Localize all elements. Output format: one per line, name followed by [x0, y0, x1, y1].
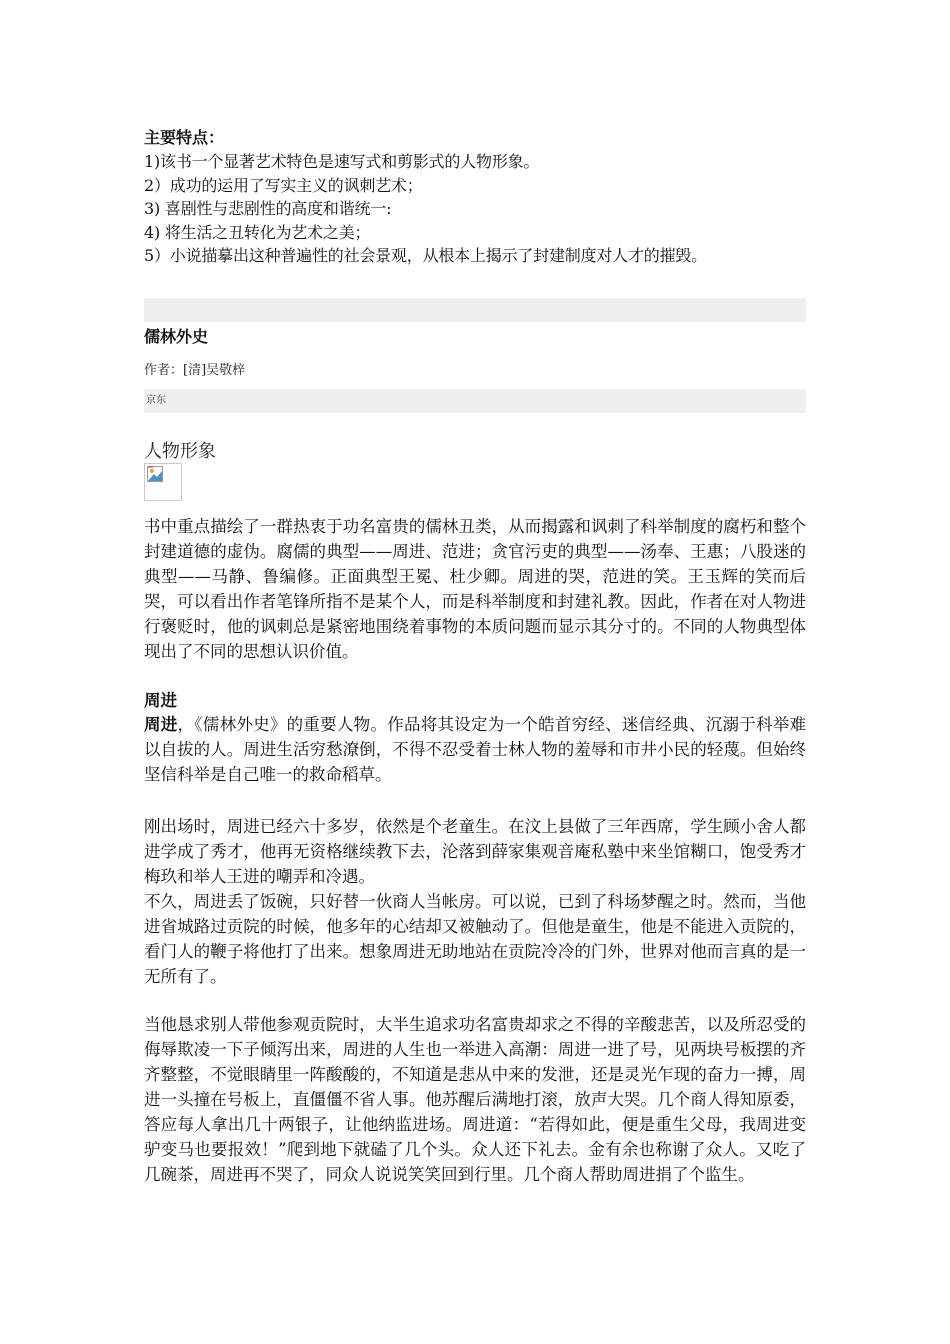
- zhoujin-climax-paragraph: 当他恳求别人带他参观贡院时，大半生追求功名富贵却求之不得的辛酸悲苦，以及所忍受的侮辱欺凌一下子倾泻出来，周进的人生也一举进入高潮：周进一进了号，见两块号板摆的齐齐整整，不觉眼睛里一阵酸酸的，不知道是悲从中来的发泄，还是灵光乍现的奋力一搏，周进一头撞在号板上，直僵僵不省人事。他苏醒后满地打滚，放声大哭。几个商人得知原委，答应每人拿出几十两银子，让他纳监进场。周进道：“若得如此，便是重生父母，我周进变驴变马也要报效！”爬到地下就磕了几个头。众人还下礼去。金有余也称谢了众人。又吃了几碗茶，周进再不哭了，同众人说说笑笑回到行里。几个商人帮助周进捐了个监生。: [144, 1015, 806, 1184]
- section-title: 人物形象: [144, 441, 216, 462]
- broken-image-icon: [144, 463, 182, 501]
- store-link[interactable]: 京东: [146, 395, 166, 406]
- zhoujin-story-paragraph: [144, 814, 806, 989]
- character-overview-paragraph: 书中重点描绘了一群热衷于功名富贵的儒林丑类，从而揭露和讽刺了科举制度的腐朽和整个封建道德的虚伪。腐儒的典型——周进、范进；贪官污吏的典型——汤奉、王惠；八股迷的典型——马静、鲁编修。正面典型王冕、杜少卿。周进的哭，范进的笑。王玉辉的笑而后哭，可以看出作者笔锋所指不是某个人，而是科举制度和封建礼教。因此，作者在对人物进行褒贬时，他的讽刺总是紧密地围绕着事物的本质问题而显示其分寸的。不同的人物典型体现出了不同的思想认识价值。: [144, 517, 806, 661]
- features-item-3: 3) 喜剧性与悲剧性的高度和谐统一:: [144, 199, 392, 218]
- store-bar: [144, 389, 806, 413]
- zhoujin-heading: 周进: [144, 691, 177, 710]
- features-heading: 主要特点：: [144, 128, 225, 147]
- divider-bar: [144, 298, 806, 322]
- zhoujin-lead-name: 周进: [144, 715, 178, 734]
- zhoujin-story-part-2: 不久，周进丢了饭碗，只好替一伙商人当帐房。可以说，已到了科场梦醒之时。然而，当他进省城路过贡院的时候，他多年的心结却又被触动了。但他是童生，他是不能进入贡院的，看门人的鞭子将他打了出来。想象周进无助地站在贡院冷冷的门外，世界对他而言真的是一无所有了。: [144, 892, 806, 986]
- zhoujin-intro-text: ，《儒林外史》的重要人物。作品将其设定为一个皓首穷经、迷信经典、沉溺于科举难以自拔的人。周进生活穷愁潦倒，不得不忍受着士林人物的羞辱和市井小民的轻蔑。但始终坚信科举是自己唯一的救命稻草。: [144, 715, 807, 784]
- zhoujin-story-part-1: 刚出场时，周进已经六十多岁，依然是个老童生。在汶上县做了三年西席，学生顾小舍人都进学成了秀才，他再无资格继续教下去，沦落到薛家集观音庵私塾中来坐馆糊口，饱受秀才梅玖和举人王进的嘲弄和冷遇。: [144, 817, 806, 886]
- features-item-5: 5）小说描摹出这种普遍性的社会景观，从根本上揭示了封建制度对人才的摧毁。: [144, 246, 707, 265]
- features-item-1: 1)该书一个显著艺术特色是速写式和剪影式的人物形象。: [144, 152, 540, 171]
- features-item-4: 4) 将生活之丑转化为艺术之美；: [144, 222, 371, 242]
- book-title: 儒林外史: [144, 327, 209, 346]
- features-list: [144, 150, 806, 268]
- features-item-2: 2）成功的运用了写实主义的讽刺艺术；: [144, 175, 423, 195]
- book-author: 作者：[清]吴敬梓: [144, 363, 246, 378]
- zhoujin-intro-paragraph: [144, 712, 806, 787]
